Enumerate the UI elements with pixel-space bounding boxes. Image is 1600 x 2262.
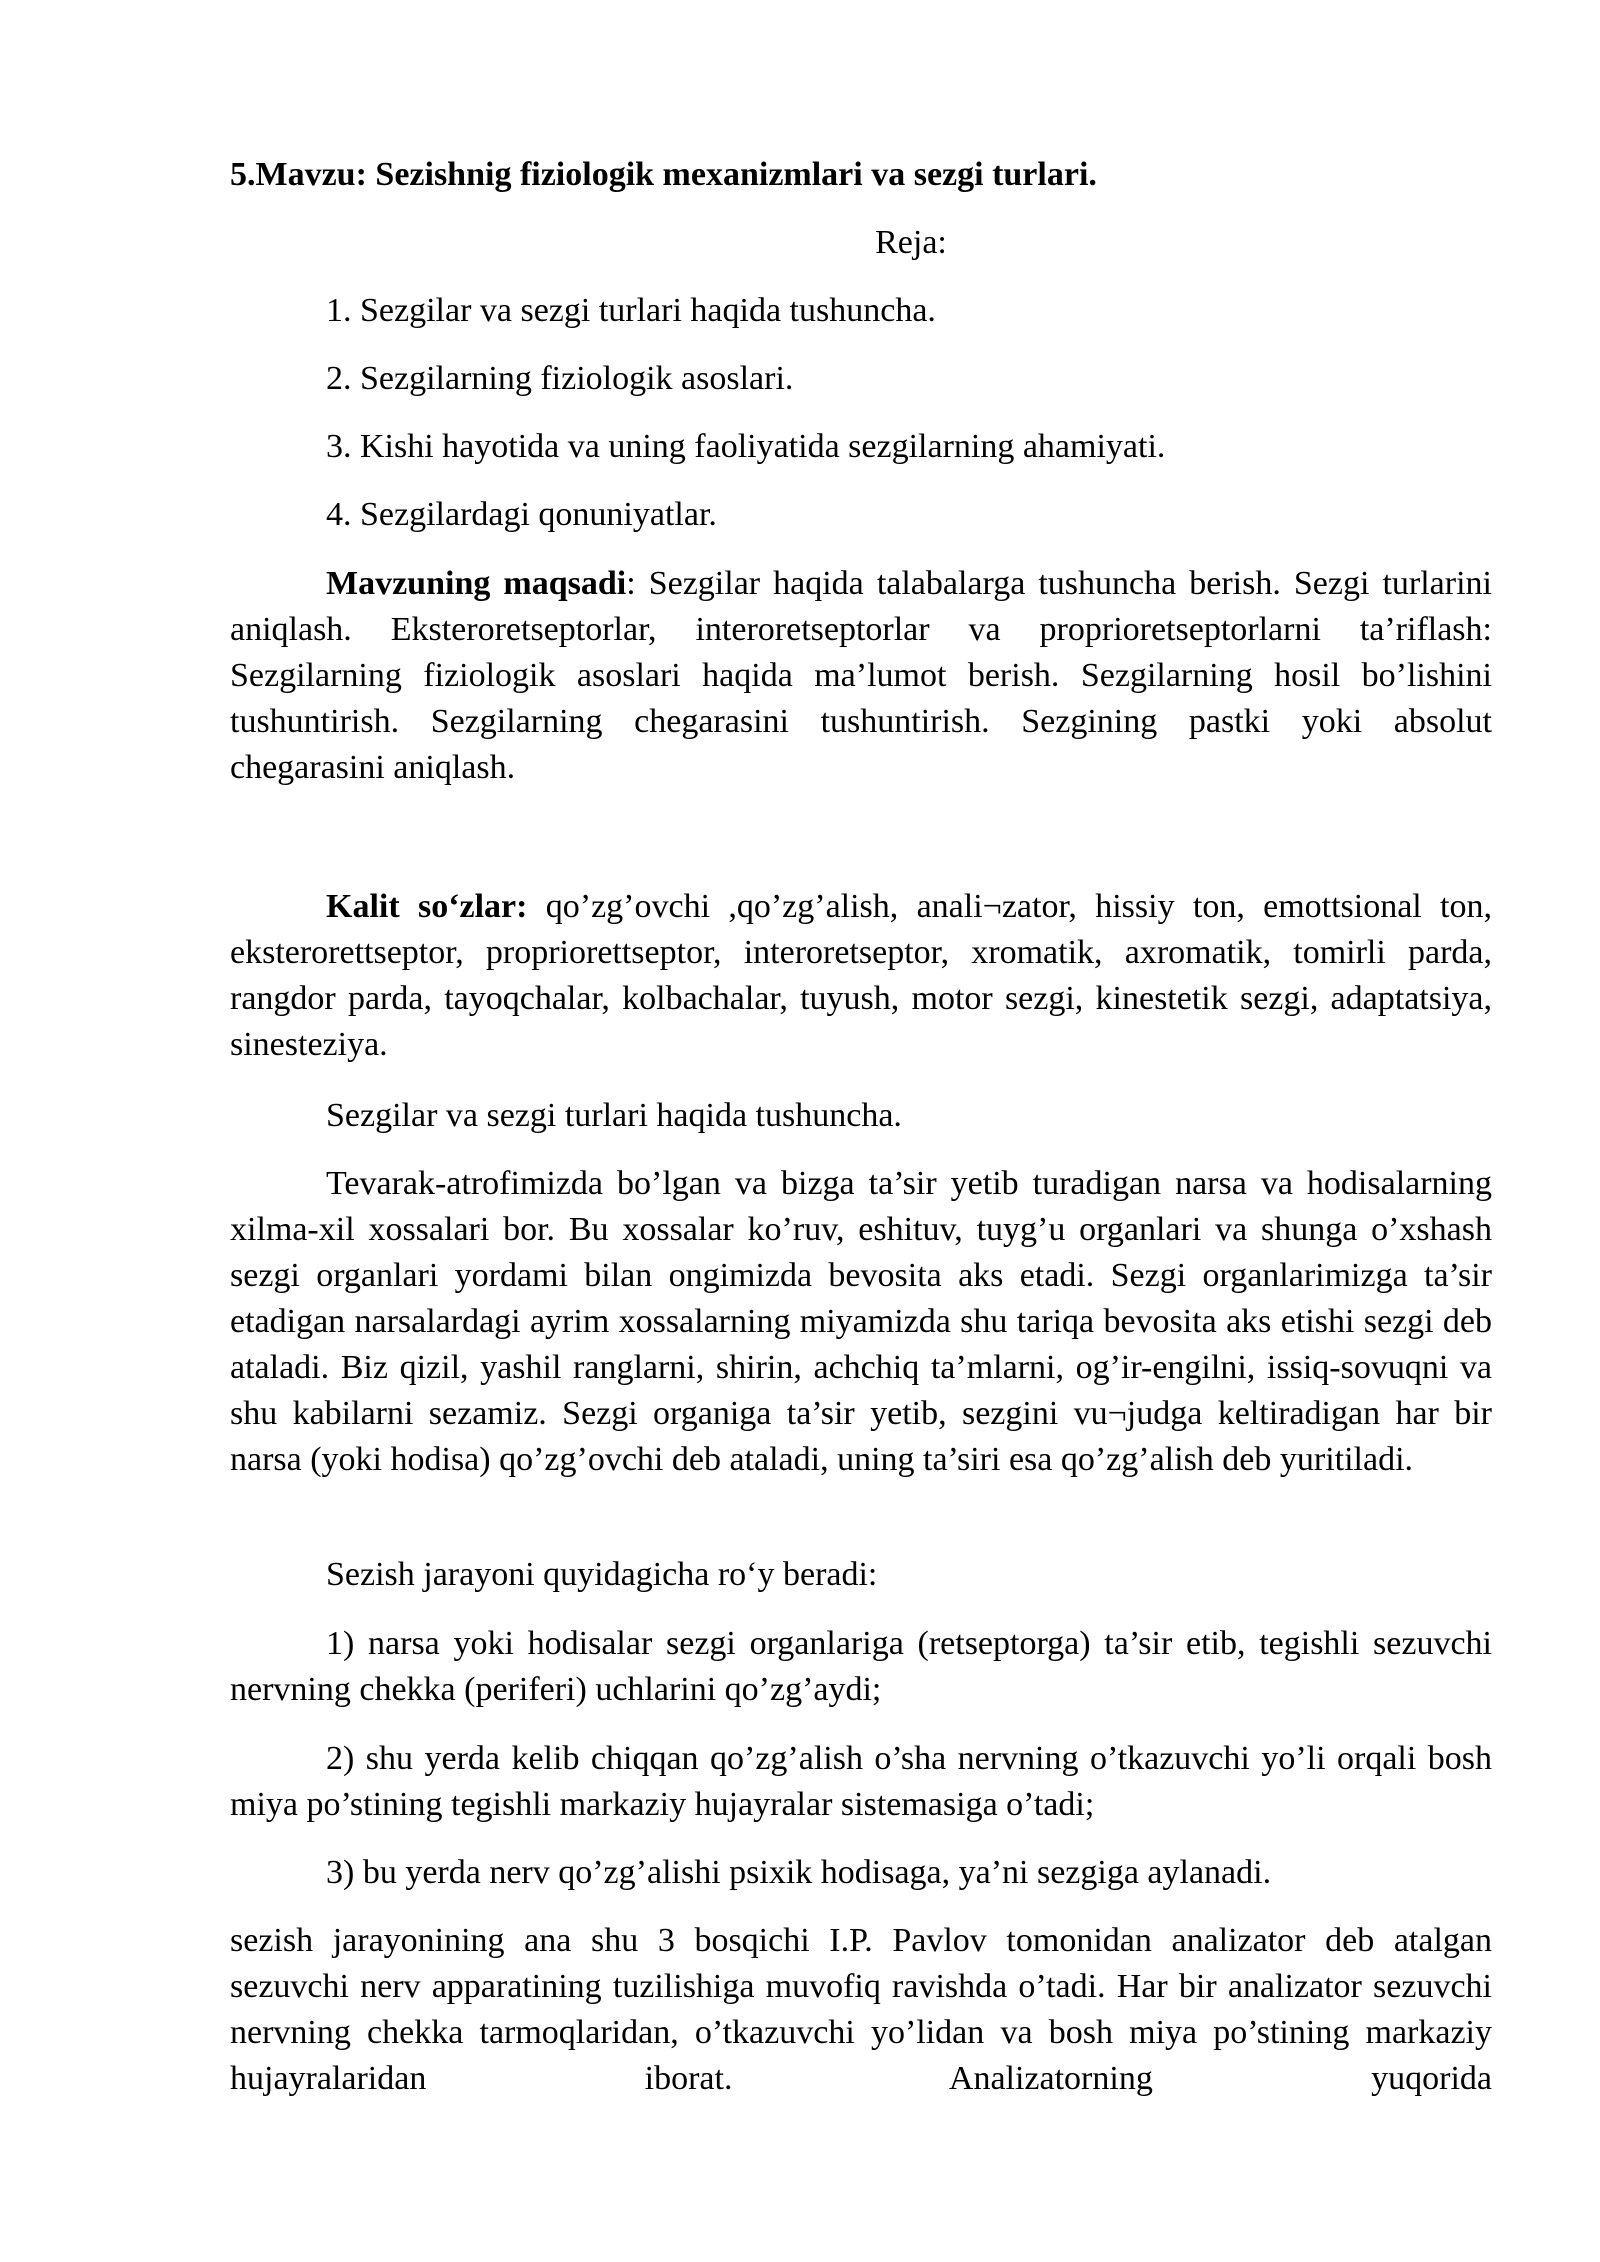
process-intro: Sezish jarayoni quyidagicha ro‘y beradi: bbox=[326, 1556, 878, 1593]
plan-label: Reja: bbox=[875, 224, 947, 261]
keywords-label: Kalit so‘zlar: bbox=[326, 888, 528, 925]
process-step: 1) narsa yoki hodisalar sezgi organlariga (retseptorga) ta’sir etib, tegishli sezuvchi nervning chekka (periferi) uchlarini qo’zg’aydi; bbox=[230, 1625, 1492, 1708]
body-paragraph: Tevarak-atrofimizda bo’lgan va bizga ta’sir yetib turadigan narsa va hodisalarning xilma-xil xossalari bor. Bu xossalar ko’ruv, eshituv, tuyg’u organlari va shunga o’xshash sezgi organlari yordami bilan ongimizda bevosita aks etadi. Sezgi organlarimizga ta’sir etadigan narsalardagi ayrim xossalarning miyamizda shu tariqa bevosita aks etishi sezgi deb ataladi. Biz qizil, yashil ranglarni, shirin, achchiq ta’mlarni, og’ir-engilni, issiq-sovuqni va shu kabilarni sezamiz. Sezgi organiga ta’sir yetib, sezgini vu¬judga keltiradigan har bir narsa (yoki hodisa) qo’zg’ovchi deb ataladi, uning ta’siri esa qo’zg’alish deb yuritiladi. bbox=[230, 1165, 1492, 1478]
goal-paragraph bbox=[230, 561, 1492, 791]
process-step: 2) shu yerda kelib chiqqan qo’zg’alish o’sha nervning o’tkazuvchi yo’li orqali bosh miya po’stining tegishli markaziy hujayralar sistemasiga o’tadi; bbox=[230, 1740, 1492, 1823]
plan-item: 2. Sezgilarning fiziologik asoslari. bbox=[326, 360, 794, 397]
keywords-text: qo’zg’ovchi ,qo’zg’alish, anali¬zator, hissiy ton, emottsional ton, eksterorettseptor, propriorettseptor, interoretseptor, xromatik, axromatik, tomirli parda, rangdor parda, tayoqchalar, kolbachalar, tuyush, motor sezgi, kinestetik sezgi, adaptatsiya, sinesteziya. bbox=[230, 888, 1492, 1063]
goal-label: Mavzuning maqsadi bbox=[326, 565, 627, 602]
plan-item: 4. Sezgilardagi qonuniyatlar. bbox=[326, 496, 717, 533]
plan-item: 3. Kishi hayotida va uning faoliyatida sezgilarning ahamiyati. bbox=[326, 428, 1166, 465]
body-paragraph: sezish jarayonining ana shu 3 bosqichi I.P. Pavlov tomonidan analizator deb atalgan sezuvchi nerv apparatining tuzilishiga muvofiq ravishda o’tadi. Har bir analizator sezuvchi nervning chekka tarmoqlaridan, o’tkazuvchi yo’lidan va bosh miya po’stining markaziy hujayralaridan iborat. Analizatorning yuqorida bbox=[230, 1922, 1492, 2097]
section-heading: Sezgilar va sezgi turlari haqida tushuncha. bbox=[326, 1097, 902, 1134]
document-title: 5.Mavzu: Sezishnig fiziologik mexanizmlari va sezgi turlari. bbox=[230, 156, 1097, 193]
goal-text: : Sezgilar haqida talabalarga tushuncha berish. Sezgi turlarini aniqlash. Eksteroretseptorlar, interoretseptorlar va proprioretseptorlarni ta’riflash: Sezgilarning fiziologik asoslari haqida ma’lumot berish. Sezgilarning hosil bo’lishini tushuntirish. Sezgilarning chegarasini tushuntirish. Sezgining pastki yoki absolut chegarasini aniqlash. bbox=[230, 565, 1492, 786]
process-step: 3) bu yerda nerv qo’zg’alishi psixik hodisaga, ya’ni sezgiga aylanadi. bbox=[326, 1854, 1272, 1891]
plan-item: 1. Sezgilar va sezgi turlari haqida tushuncha. bbox=[326, 292, 936, 329]
keywords-paragraph bbox=[230, 884, 1492, 1068]
